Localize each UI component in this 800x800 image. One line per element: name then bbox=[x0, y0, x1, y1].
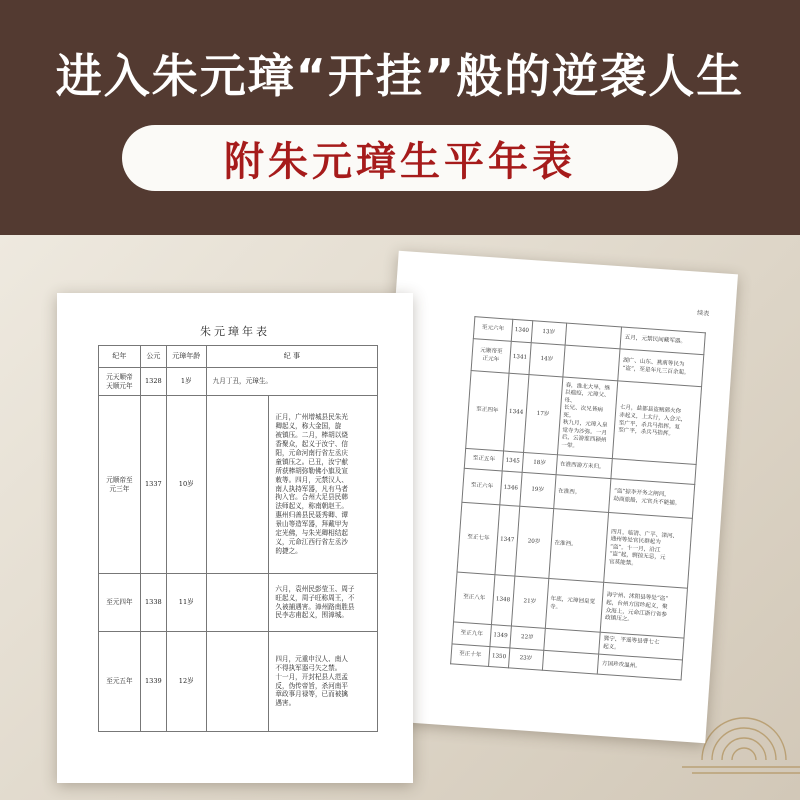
subtitle-pill bbox=[122, 125, 678, 191]
cell-era: 至元四年 bbox=[99, 574, 141, 632]
top-banner bbox=[0, 0, 800, 235]
cell-era: 至正十年 bbox=[451, 644, 490, 667]
cell-age: 20岁 bbox=[515, 506, 554, 578]
cell-year: 1344 bbox=[503, 373, 528, 452]
table-row bbox=[99, 574, 378, 632]
table-header-row bbox=[99, 346, 378, 368]
cell-year: 1346 bbox=[500, 471, 522, 506]
cell-year: 1338 bbox=[140, 574, 166, 632]
cell-era: 至正四年 bbox=[466, 371, 509, 451]
cell-age: 1岁 bbox=[166, 368, 206, 396]
continued-table-page bbox=[366, 251, 738, 744]
cell-personal-event: 在淮西。 bbox=[553, 475, 611, 513]
cell-event: 冀宁、平遥等县曹七七 起义。 bbox=[599, 632, 684, 660]
cell-personal-event bbox=[206, 396, 269, 574]
cell-age: 21岁 bbox=[511, 576, 548, 628]
cell-event: 正月，广州增城县民朱光 卿起义，称大金国，旋 被镇压。二月，棒胡以烧 香聚众，起义于汝宁、信 阳，元命河南行省左丞庆 童镇压之。已丑，汝宁献 所获棒胡弥勒佛小旗及宣 敕等。四月，元禁汉人、 南人执持军器，凡有马者 拘入官。合州大足县民韩 法师起义，称南朝赵王。 惠州归善县民聂秀卿、谭 景山等造军器，拜戴甲为 定光佛，与朱光卿相结起 义，元命江西行省左丞沙 的捷之。 bbox=[269, 396, 378, 574]
cell-year: 1350 bbox=[488, 647, 509, 668]
cell-year: 1341 bbox=[509, 341, 531, 374]
table-row bbox=[99, 632, 378, 732]
cell-era: 至正九年 bbox=[452, 622, 491, 647]
cell-year: 1349 bbox=[490, 625, 511, 648]
cell-personal-event bbox=[563, 345, 621, 381]
cell-personal-event: 年底，元璋回皇觉寺。 bbox=[545, 578, 604, 632]
cell-event: 九月丁丑，元璋生。 bbox=[206, 368, 377, 396]
cell-event: 四月，元重申汉人、南人 不得执军器弓矢之禁。 十一月，开封杞县人范孟 反，伪传帝旨，杀河南平 章政事月禄等，已而被擒 遇害。 bbox=[269, 632, 378, 732]
cell-age: 22岁 bbox=[510, 626, 545, 650]
continued-label: 续表 bbox=[696, 309, 710, 318]
cell-year: 1340 bbox=[511, 319, 532, 342]
cell-year: 1348 bbox=[491, 575, 514, 626]
cell-year: 1328 bbox=[140, 368, 166, 396]
document-title: 朱元璋年表 bbox=[200, 325, 270, 338]
cell-personal-event: 春，淮北大旱，继 以瘟疫，元璋父、母、 长兄、次兄皆病死。 秋九月，元璋入皇 觉寺为沙弥。一月 后，云游淮西颍州 一带。 bbox=[557, 377, 618, 459]
cell-event: 五月，元禁民间藏军器。 bbox=[620, 327, 705, 355]
cell-era: 至元六年 bbox=[473, 317, 512, 342]
cell-era: 元顺帝至 元三年 bbox=[99, 396, 141, 574]
header-events: 纪 事 bbox=[206, 346, 377, 368]
cell-personal-event: 在淮西。 bbox=[548, 509, 608, 583]
cell-age: 17岁 bbox=[523, 375, 562, 455]
chronology-table bbox=[98, 345, 378, 732]
cell-event: 湖广、山东、燕南等民为 “盗”，至是年凡三百余起。 bbox=[618, 349, 704, 387]
cell-age: 11岁 bbox=[166, 574, 206, 632]
cell-age: 14岁 bbox=[529, 343, 565, 377]
headline: 进入朱元璋“开挂”般的逆袭人生 bbox=[55, 49, 745, 103]
cell-age: 18岁 bbox=[522, 452, 557, 474]
cell-event: “盗”掠李开务之闸河， 劫商旅船，元官兵不能捕。 bbox=[609, 479, 695, 519]
cell-event: 七月，盐都县盗贼郭火你 赤起义，上太行，入会元， 至广平，杀兵马指挥。复 至广平，杀兵马指挥。 bbox=[613, 381, 702, 465]
cell-event: 方国珍攻温州。 bbox=[598, 654, 683, 680]
subtitle-text: 附朱元璋生平年表 bbox=[224, 138, 576, 185]
cell-era: 至正七年 bbox=[457, 502, 500, 574]
cell-personal-event bbox=[206, 574, 269, 632]
table-row bbox=[99, 368, 378, 396]
header-age: 元璋年龄 bbox=[166, 346, 206, 368]
chronology-page bbox=[57, 293, 413, 783]
cell-era: 元顺帝至 正元年 bbox=[471, 339, 511, 374]
header-year: 公元 bbox=[140, 346, 166, 368]
cell-event: 四月，临清、广平、滦河、 通州等处官民群起为 “盗”。十一月，沿江 “盗”起，剽掠无忌，元 官莫能禁。 bbox=[604, 513, 692, 589]
cell-personal-event bbox=[542, 650, 599, 674]
cell-era: 至元五年 bbox=[99, 632, 141, 732]
cell-age: 13岁 bbox=[531, 321, 566, 345]
cell-age: 12岁 bbox=[166, 632, 206, 732]
header-era: 纪年 bbox=[99, 346, 141, 368]
cell-era: 至正六年 bbox=[462, 468, 502, 505]
cell-year: 1347 bbox=[495, 505, 520, 576]
cell-era: 元天顺帝 天顺元年 bbox=[99, 368, 141, 396]
continued-table bbox=[450, 316, 706, 680]
cell-year: 1345 bbox=[502, 451, 523, 472]
cell-age: 10岁 bbox=[166, 396, 206, 574]
cell-age: 23岁 bbox=[508, 648, 543, 670]
cell-era: 至正五年 bbox=[464, 448, 503, 471]
cell-event: 六月，袁州民彭莹玉、周子 旺起义，周子旺称周王，不 久被捕遇害。漳州路南胜县 民李志甫起义，围漳城。 bbox=[269, 574, 378, 632]
cell-event: 海宁州、沭阳县等处“盗” 起，台州方国珍起义，聚 众海上，元命江浙行省参 政镇压之。 bbox=[601, 582, 688, 638]
cell-era: 至正八年 bbox=[454, 572, 495, 625]
cell-year: 1339 bbox=[140, 632, 166, 732]
cell-personal-event: 在淮西游方未归。 bbox=[556, 455, 613, 479]
cell-age: 19岁 bbox=[520, 472, 556, 508]
cell-year: 1337 bbox=[140, 396, 166, 574]
table-row bbox=[99, 396, 378, 574]
cell-personal-event bbox=[206, 632, 269, 732]
